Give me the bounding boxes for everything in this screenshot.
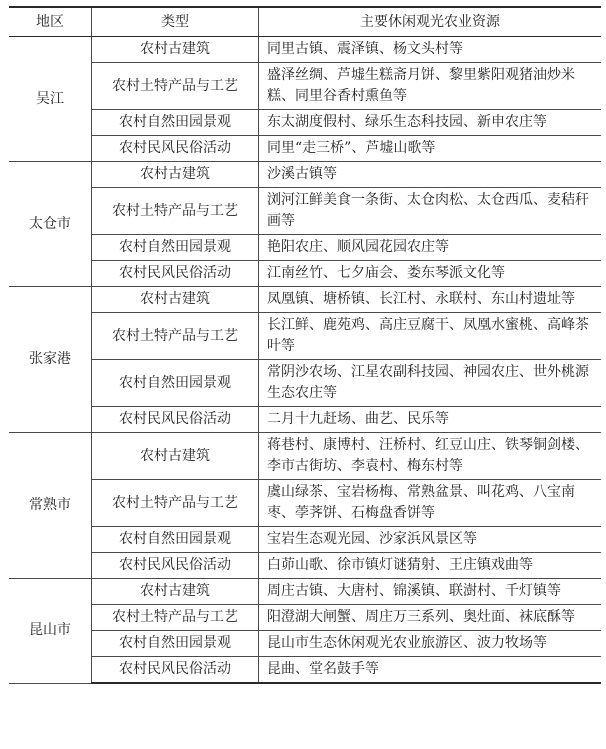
resources-cell: 虞山绿茶、宝岩杨梅、常熟盆景、叫花鸡、八宝南枣、荸荠饼、石梅盘香饼等 bbox=[259, 480, 602, 527]
table-row bbox=[9, 480, 601, 527]
type-cell: 农村自然田园景观 bbox=[92, 110, 259, 136]
table-row bbox=[9, 631, 601, 657]
table-row bbox=[9, 579, 601, 605]
table-row bbox=[9, 188, 601, 235]
table-row bbox=[9, 63, 601, 110]
table-row bbox=[9, 553, 601, 579]
table-row bbox=[9, 261, 601, 287]
region-cell: 常熟市 bbox=[9, 433, 92, 579]
table-row bbox=[9, 110, 601, 136]
type-cell: 农村民风民俗活动 bbox=[92, 407, 259, 433]
type-cell: 农村自然田园景观 bbox=[92, 235, 259, 261]
table-row bbox=[9, 136, 601, 162]
resources-cell: 蒋巷村、康博村、汪桥村、红豆山庄、铁琴铜剑楼、李市古街坊、李袁村、梅东村等 bbox=[259, 433, 602, 480]
type-cell: 农村土特产品与工艺 bbox=[92, 313, 259, 360]
resources-cell: 凤凰镇、塘桥镇、长江村、永联村、东山村遗址等 bbox=[259, 287, 602, 313]
resources-cell: 江南丝竹、七夕庙会、娄东琴派文化等 bbox=[259, 261, 602, 287]
resources-cell: 阳澄湖大闸蟹、周庄万三系列、奥灶面、袜底酥等 bbox=[259, 605, 602, 631]
type-cell: 农村古建筑 bbox=[92, 162, 259, 188]
region-cell: 吴江 bbox=[9, 37, 92, 162]
leisure-agriculture-resources-table bbox=[9, 6, 601, 684]
table-row bbox=[9, 235, 601, 261]
type-cell: 农村民风民俗活动 bbox=[92, 261, 259, 287]
table-row bbox=[9, 527, 601, 553]
resources-cell: 浏河江鲜美食一条街、太仓肉松、太仓西瓜、麦秸秆画等 bbox=[259, 188, 602, 235]
type-cell: 农村土特产品与工艺 bbox=[92, 605, 259, 631]
type-cell: 农村古建筑 bbox=[92, 579, 259, 605]
resources-cell: 周庄古镇、大唐村、锦溪镇、联澍村、千灯镇等 bbox=[259, 579, 602, 605]
table-row bbox=[9, 605, 601, 631]
header-row bbox=[9, 7, 601, 37]
table-row bbox=[9, 657, 601, 684]
table-row bbox=[9, 313, 601, 360]
header-region: 地区 bbox=[9, 7, 92, 37]
resources-cell: 同里古镇、震泽镇、杨文头村等 bbox=[259, 37, 602, 63]
resources-cell: 东太湖度假村、绿乐生态科技园、新申农庄等 bbox=[259, 110, 602, 136]
table-row bbox=[9, 433, 601, 480]
region-cell: 昆山市 bbox=[9, 579, 92, 684]
resources-cell: 宝岩生态观光园、沙家浜风景区等 bbox=[259, 527, 602, 553]
type-cell: 农村古建筑 bbox=[92, 37, 259, 63]
type-cell: 农村民风民俗活动 bbox=[92, 657, 259, 684]
type-cell: 农村土特产品与工艺 bbox=[92, 480, 259, 527]
type-cell: 农村民风民俗活动 bbox=[92, 136, 259, 162]
resources-cell: 昆曲、堂名鼓手等 bbox=[259, 657, 602, 684]
resource-table-container bbox=[9, 6, 601, 684]
resources-cell: 长江鲜、鹿苑鸡、高庄豆腐干、凤凰水蜜桃、高峰茶叶等 bbox=[259, 313, 602, 360]
type-cell: 农村自然田园景观 bbox=[92, 631, 259, 657]
table-row bbox=[9, 407, 601, 433]
region-cell: 太仓市 bbox=[9, 162, 92, 287]
type-cell: 农村自然田园景观 bbox=[92, 360, 259, 407]
table-row bbox=[9, 360, 601, 407]
table-row bbox=[9, 287, 601, 313]
resources-cell: 白茆山歌、徐市镇灯谜猜射、王庄镇戏曲等 bbox=[259, 553, 602, 579]
header-type: 类型 bbox=[92, 7, 259, 37]
header-resources: 主要休闲观光农业资源 bbox=[259, 7, 602, 37]
table-row bbox=[9, 37, 601, 63]
resources-cell: 同里“走三桥”、芦墟山歌等 bbox=[259, 136, 602, 162]
type-cell: 农村土特产品与工艺 bbox=[92, 188, 259, 235]
resources-cell: 盛泽丝绸、芦墟生糕斋月饼、黎里紫阳观猪油炒米糕、同里谷香村熏鱼等 bbox=[259, 63, 602, 110]
type-cell: 农村古建筑 bbox=[92, 287, 259, 313]
resources-cell: 沙溪古镇等 bbox=[259, 162, 602, 188]
type-cell: 农村民风民俗活动 bbox=[92, 553, 259, 579]
table-body bbox=[9, 37, 601, 684]
resources-cell: 二月十九赶场、曲艺、民乐等 bbox=[259, 407, 602, 433]
type-cell: 农村古建筑 bbox=[92, 433, 259, 480]
region-cell: 张家港 bbox=[9, 287, 92, 433]
resources-cell: 常阴沙农场、江星农副科技园、神园农庄、世外桃源生态农庄等 bbox=[259, 360, 602, 407]
type-cell: 农村自然田园景观 bbox=[92, 527, 259, 553]
table-row bbox=[9, 162, 601, 188]
resources-cell: 昆山市生态休闲观光农业旅游区、波力牧场等 bbox=[259, 631, 602, 657]
type-cell: 农村土特产品与工艺 bbox=[92, 63, 259, 110]
resources-cell: 艳阳农庄、顺风园花园农庄等 bbox=[259, 235, 602, 261]
